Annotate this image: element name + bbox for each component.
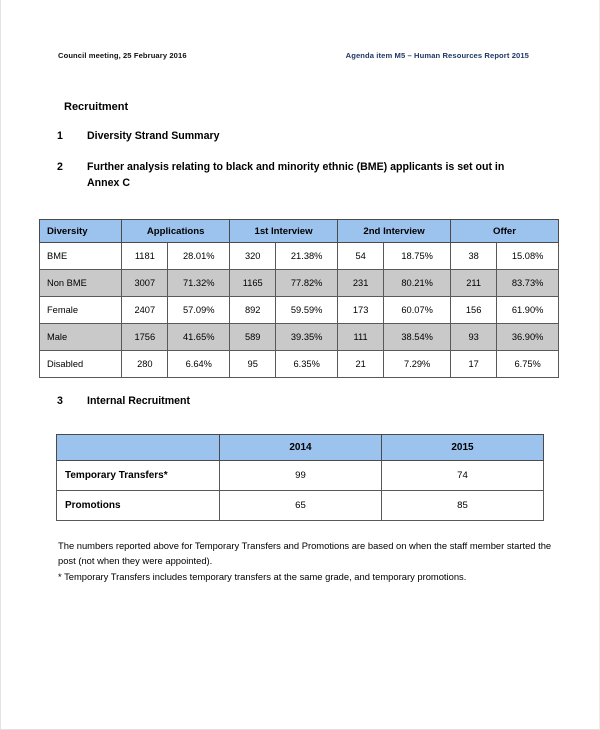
cell-offer-percent: 61.90% bbox=[497, 297, 559, 324]
cell-offer-count: 38 bbox=[451, 243, 497, 270]
footnote-asterisk: * Temporary Transfers includes temporary transfers at the same grade, and temporary promotions. bbox=[58, 571, 467, 582]
column-header-2015: 2015 bbox=[382, 435, 544, 461]
table-header-row bbox=[57, 435, 544, 461]
cell-interview1-percent: 6.35% bbox=[276, 351, 338, 378]
table-row bbox=[57, 461, 544, 491]
heading-item-3-number: 3 bbox=[57, 395, 63, 407]
running-header bbox=[58, 51, 559, 60]
cell-applications-percent: 6.64% bbox=[168, 351, 230, 378]
cell-interview2-percent: 18.75% bbox=[384, 243, 451, 270]
cell-interview1-count: 589 bbox=[230, 324, 276, 351]
cell-offer-count: 17 bbox=[451, 351, 497, 378]
row-label: Female bbox=[40, 297, 122, 324]
heading-item-1 bbox=[57, 128, 569, 144]
cell-interview1-count: 320 bbox=[230, 243, 276, 270]
cell-applications-count: 280 bbox=[122, 351, 168, 378]
heading-item-2-number: 2 bbox=[57, 161, 63, 173]
cell-2014-value: 99 bbox=[220, 461, 382, 491]
cell-interview1-percent: 39.35% bbox=[276, 324, 338, 351]
table-row bbox=[40, 243, 559, 270]
heading-item-3 bbox=[57, 393, 569, 409]
diversity-strand-table bbox=[39, 219, 559, 378]
header-left-text: Council meeting, 25 February 2016 bbox=[58, 51, 187, 60]
column-header-2nd-interview: 2nd Interview bbox=[338, 220, 451, 243]
cell-offer-percent: 15.08% bbox=[497, 243, 559, 270]
cell-applications-percent: 57.09% bbox=[168, 297, 230, 324]
heading-item-1-text: Diversity Strand Summary bbox=[87, 130, 220, 142]
heading-item-3-text: Internal Recruitment bbox=[87, 395, 191, 407]
cell-offer-count: 156 bbox=[451, 297, 497, 324]
cell-interview2-percent: 38.54% bbox=[384, 324, 451, 351]
cell-interview1-count: 892 bbox=[230, 297, 276, 324]
cell-2015-value: 85 bbox=[382, 491, 544, 521]
cell-applications-percent: 41.65% bbox=[168, 324, 230, 351]
cell-interview2-count: 231 bbox=[338, 270, 384, 297]
internal-recruitment-table bbox=[56, 434, 544, 521]
table-row bbox=[40, 351, 559, 378]
cell-interview1-count: 95 bbox=[230, 351, 276, 378]
cell-applications-count: 2407 bbox=[122, 297, 168, 324]
row-label: Promotions bbox=[57, 491, 220, 521]
row-label: Male bbox=[40, 324, 122, 351]
cell-offer-percent: 83.73% bbox=[497, 270, 559, 297]
row-label: Temporary Transfers* bbox=[57, 461, 220, 491]
heading-item-2-text: Further analysis relating to black and minority ethnic (BME) applicants is set out in Annex C bbox=[87, 161, 505, 189]
column-header-2014: 2014 bbox=[220, 435, 382, 461]
cell-2014-value: 65 bbox=[220, 491, 382, 521]
table-row bbox=[57, 491, 544, 521]
column-header-1st-interview: 1st Interview bbox=[230, 220, 338, 243]
page-title: Recruitment bbox=[64, 101, 129, 113]
cell-applications-percent: 71.32% bbox=[168, 270, 230, 297]
cell-interview1-count: 1165 bbox=[230, 270, 276, 297]
table-row bbox=[40, 324, 559, 351]
footnote-explanation: The numbers reported above for Temporary Transfers and Promotions are based on when the staff member started the post (not when they were appointed). bbox=[58, 540, 552, 566]
cell-offer-count: 211 bbox=[451, 270, 497, 297]
column-header-offer: Offer bbox=[451, 220, 559, 243]
cell-interview2-percent: 60.07% bbox=[384, 297, 451, 324]
cell-interview1-percent: 21.38% bbox=[276, 243, 338, 270]
cell-offer-percent: 36.90% bbox=[497, 324, 559, 351]
cell-interview2-count: 54 bbox=[338, 243, 384, 270]
cell-applications-count: 1756 bbox=[122, 324, 168, 351]
header-right-text: Agenda item M5 – Human Resources Report 2015 bbox=[345, 51, 529, 60]
cell-offer-count: 93 bbox=[451, 324, 497, 351]
cell-interview1-percent: 59.59% bbox=[276, 297, 338, 324]
cell-applications-count: 1181 bbox=[122, 243, 168, 270]
row-label: Disabled bbox=[40, 351, 122, 378]
row-label: BME bbox=[40, 243, 122, 270]
table-row bbox=[40, 297, 559, 324]
cell-interview2-count: 21 bbox=[338, 351, 384, 378]
cell-interview1-percent: 77.82% bbox=[276, 270, 338, 297]
heading-item-1-number: 1 bbox=[57, 130, 63, 142]
cell-interview2-percent: 80.21% bbox=[384, 270, 451, 297]
cell-applications-percent: 28.01% bbox=[168, 243, 230, 270]
cell-interview2-count: 173 bbox=[338, 297, 384, 324]
table-header-row bbox=[40, 220, 559, 243]
heading-item-2 bbox=[57, 159, 569, 191]
column-header-diversity: Diversity bbox=[40, 220, 122, 243]
cell-applications-count: 3007 bbox=[122, 270, 168, 297]
column-header-applications: Applications bbox=[122, 220, 230, 243]
cell-offer-percent: 6.75% bbox=[497, 351, 559, 378]
cell-2015-value: 74 bbox=[382, 461, 544, 491]
cell-interview2-count: 111 bbox=[338, 324, 384, 351]
column-header-blank bbox=[57, 435, 220, 461]
cell-interview2-percent: 7.29% bbox=[384, 351, 451, 378]
row-label: Non BME bbox=[40, 270, 122, 297]
table-row bbox=[40, 270, 559, 297]
